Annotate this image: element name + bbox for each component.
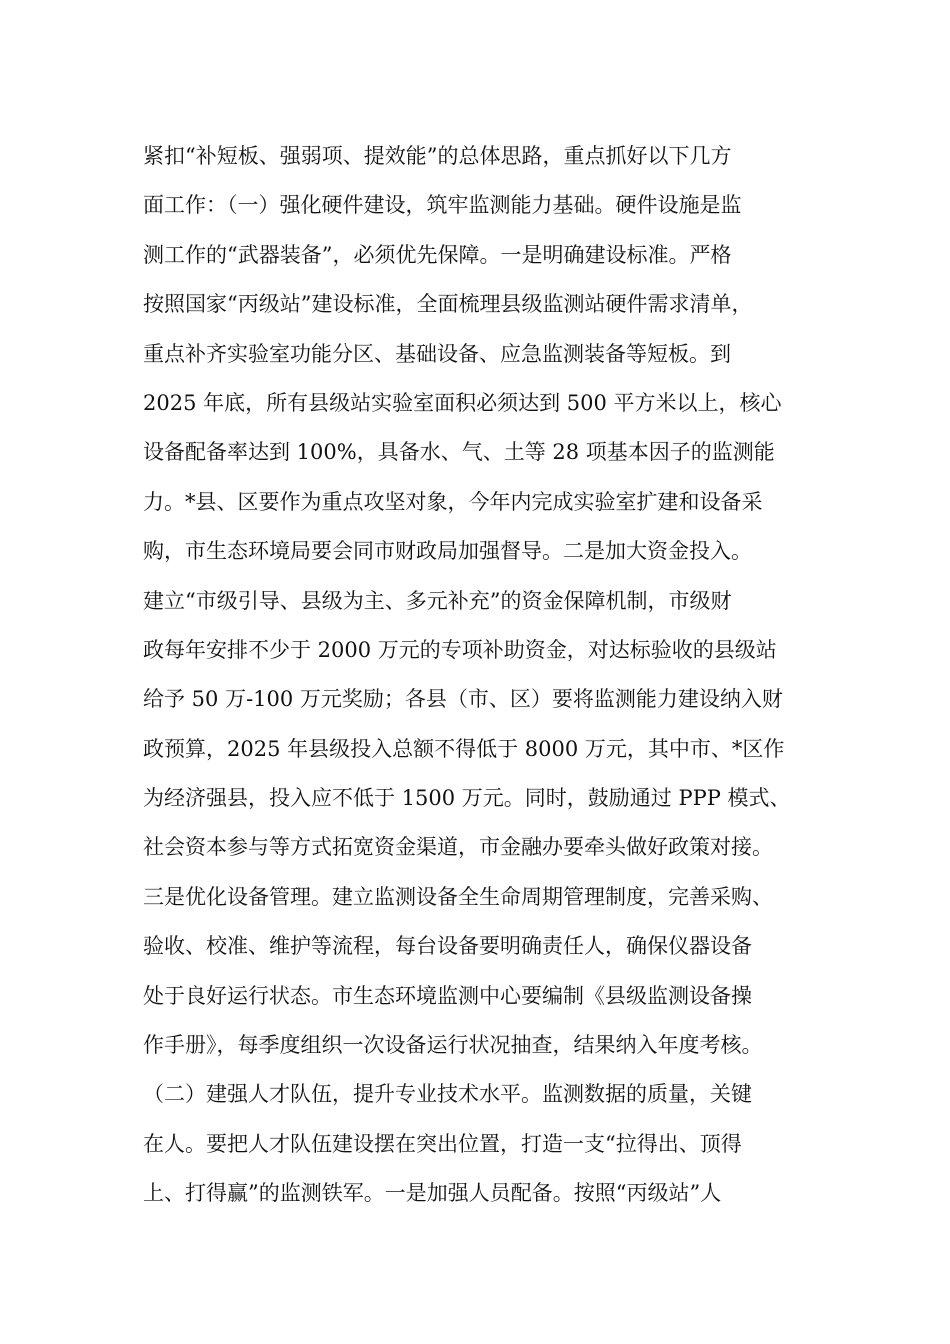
text-line: 按照国家“丙级站”建设标准，全面梳理县级监测站硬件需求清单， (143, 292, 753, 317)
text-line: 社会资本参与等方式拓宽资金渠道，市金融办要牵头做好政策对接。 (143, 835, 773, 860)
text-line: 紧扣“补短板、强弱项、提效能”的总体思路，重点抓好以下几方 (143, 144, 732, 168)
text-line: 测工作的“武器装备”，必须优先保障。一是明确建设标准。严格 (143, 242, 732, 267)
text-line: 验收、校准、维护等流程，每台设备要明确责任人，确保仪器设备 (143, 934, 752, 959)
text-line: 面工作：（一）强化硬件建设，筑牢监测能力基础。硬件设施是监 (143, 193, 742, 218)
body-paragraph (143, 132, 833, 1219)
text-line: 设备配备率达到 100%，具备水、气、土等 28 项基本因子的监测能 (143, 440, 775, 465)
text-line: 政每年安排不少于 2000 万元的专项补助资金，对达标验收的县级站 (143, 637, 777, 662)
text-line: 上、打得赢”的监测铁军。一是加强人员配备。按照“丙级站”人 (143, 1181, 722, 1206)
text-line: 政预算，2025 年县级投入总额不得低于 8000 万元，其中市、*区作 (143, 736, 785, 761)
text-line: 购，市生态环境局要会同市财政局加强督导。二是加大资金投入。 (143, 539, 752, 564)
text-line: 2025 年底，所有县级站实验室面积必须达到 500 平方米以上，核心 (143, 390, 782, 415)
text-line: 重点补齐实验室功能分区、基础设备、应急监测装备等短板。到 (143, 341, 731, 366)
text-line: 在人。要把人才队伍建设摆在突出位置，打造一支“拉得出、顶得 (143, 1131, 742, 1156)
text-line: 三是优化设备管理。建立监测设备全生命周期管理制度，完善采购、 (143, 884, 773, 909)
text-line: （二）建强人才队伍，提升专业技术水平。监测数据的质量，关键 (143, 1082, 752, 1107)
text-line: 力。*县、区要作为重点攻坚对象，今年内完成实验室扩建和设备采 (143, 489, 763, 514)
text-line: 建立“市级引导、县级为主、多元补充”的资金保障机制，市级财 (143, 588, 732, 613)
text-line: 作手册》，每季度组织一次设备运行状况抽查，结果纳入年度考核。 (143, 1033, 763, 1058)
text-line: 为经济强县，投入应不低于 1500 万元。同时，鼓励通过 PPP 模式、 (143, 786, 791, 811)
text-line: 处于良好运行状态。市生态环境监测中心要编制《县级监测设备操 (143, 983, 752, 1008)
text-line: 给予 50 万-100 万元奖励；各县（市、区）要将监测能力建设纳入财 (143, 687, 783, 712)
